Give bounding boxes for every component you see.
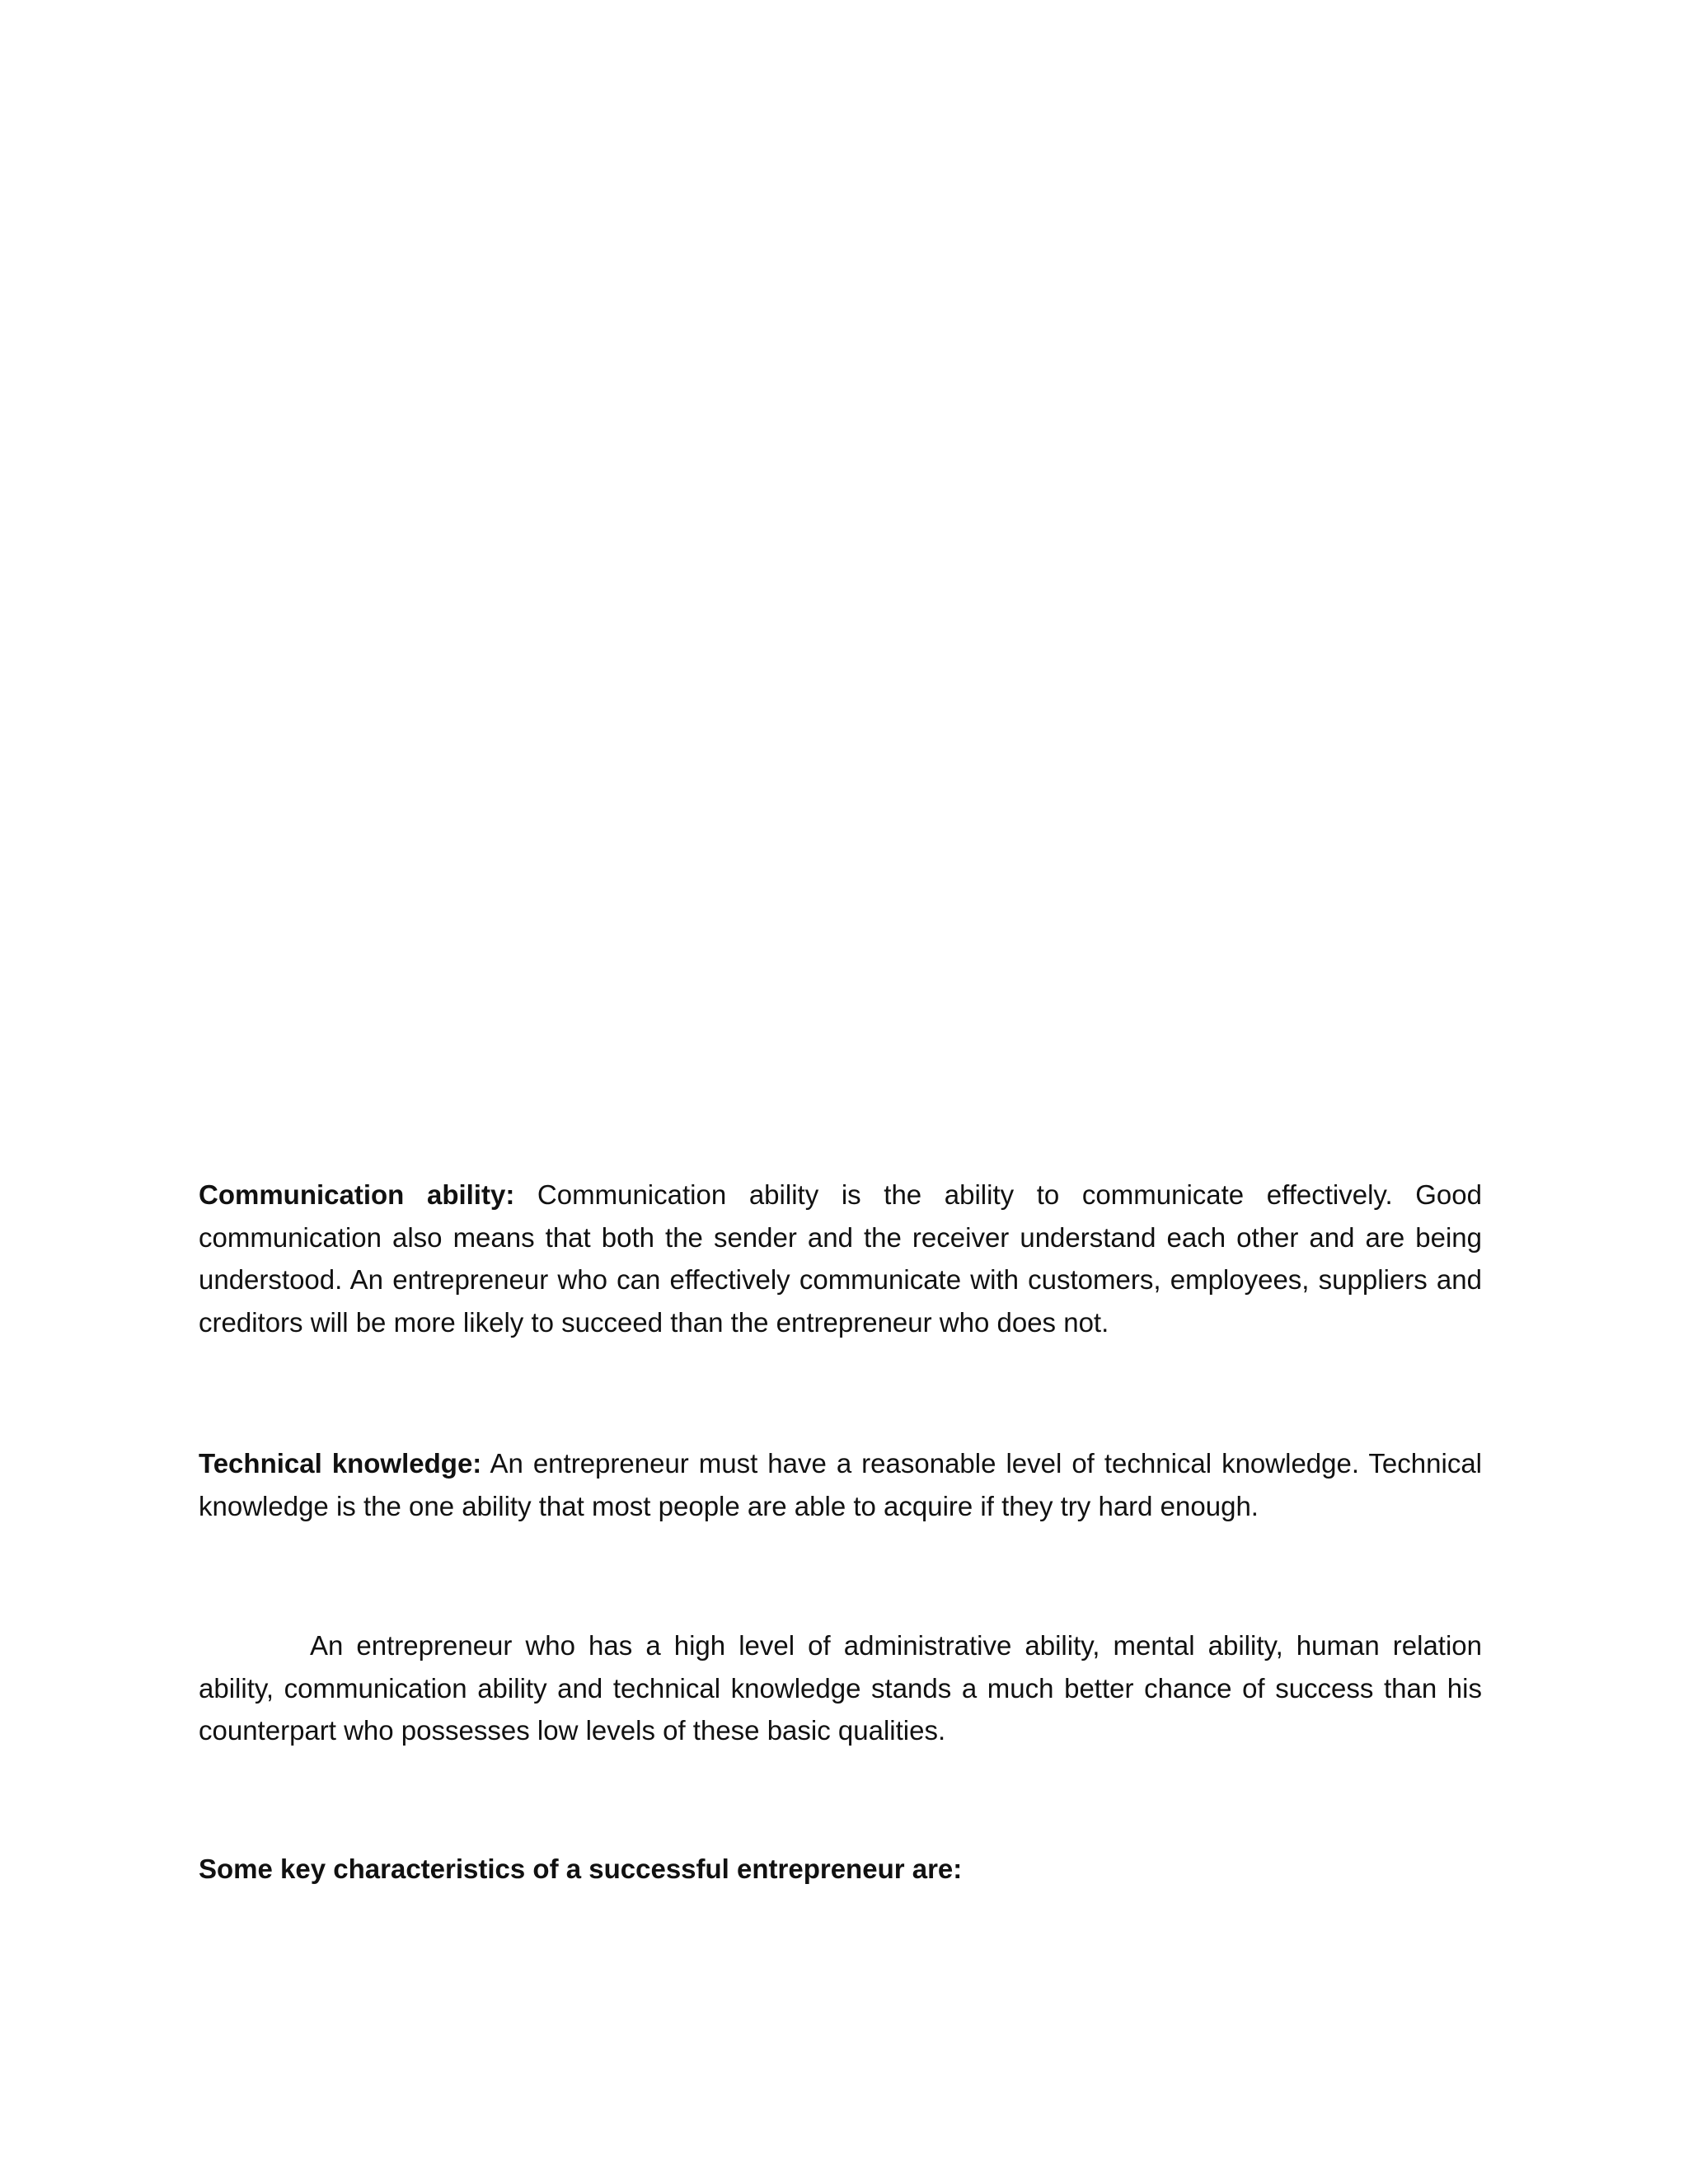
term-technical-knowledge: Technical knowledge:: [199, 1448, 482, 1479]
paragraph-text: An entrepreneur must have a reasonable level of technical knowledge. Technical knowledge is the one ability that most people are able to acquire if they try hard enough.: [199, 1448, 1482, 1521]
paragraph-summary: An entrepreneur who has a high level of administrative ability, mental ability, human relation ability, communication ability and technical knowledge stands a much better chance of success than his counterpart who possesses low levels of these basic qualities.: [199, 1630, 1482, 1746]
term-communication-ability: Communication ability:: [199, 1179, 515, 1210]
paragraph-text: Communication ability is the ability to communicate effectively. Good communication also means that both the sender and the receiver understand each other and are being understood. An entrepreneur who can effectively communicate with customers, employees, suppliers and creditors will be more likely to succeed than the entrepreneur who does not.: [199, 1179, 1482, 1338]
paragraph-communication-ability: [199, 1174, 1482, 1343]
paragraph-technical-knowledge: [199, 1442, 1482, 1527]
key-characteristics-heading: Some key characteristics of a successful entrepreneur are:: [199, 1854, 963, 1884]
